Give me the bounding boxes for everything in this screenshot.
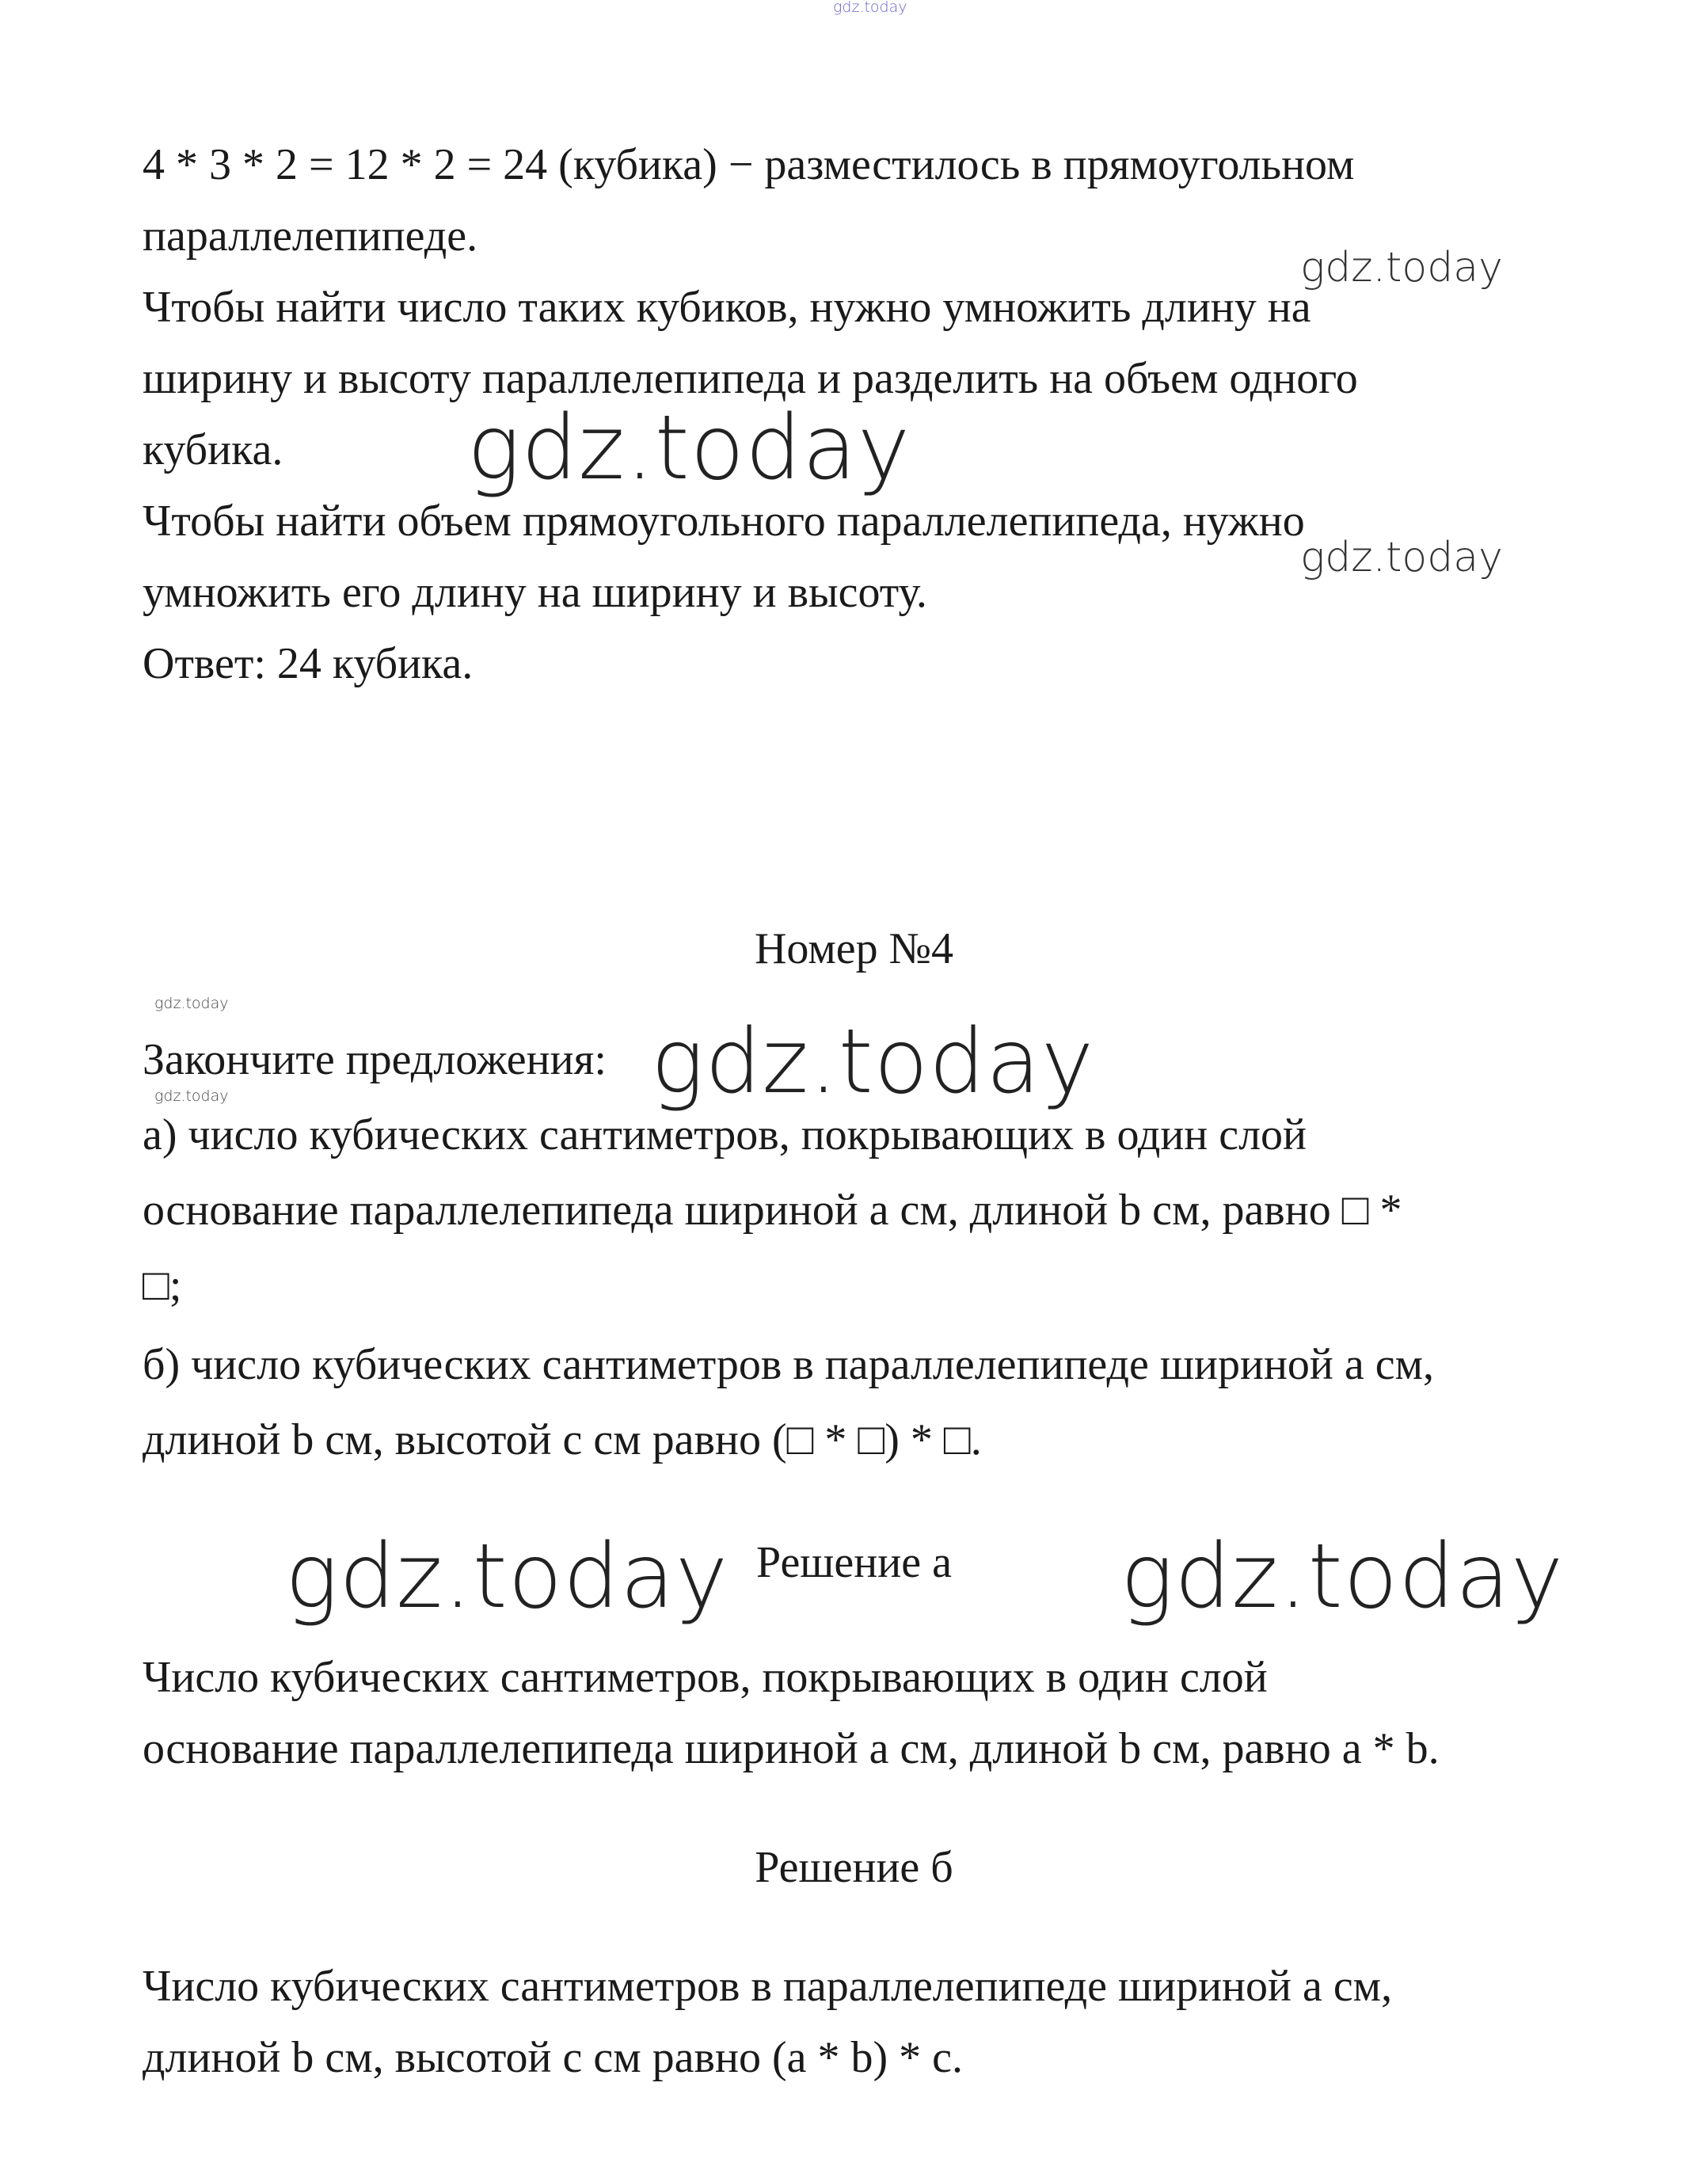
task-line-a1: а) число кубических сантиметров, покрывающих в один слой [143, 1110, 1307, 1159]
watermark-8: gdz.today [1120, 1525, 1565, 1628]
task-prompt: Закончите предложения: [143, 1035, 607, 1084]
task-title: Номер №4 [754, 924, 954, 973]
intro-line-7: умножить его длину на ширину и высоту. [143, 568, 927, 617]
intro-line-4: ширину и высоту параллелепипеда и разделить на объем одного [143, 354, 1358, 403]
watermark-top: gdz.today [833, 0, 907, 16]
watermark-6: gdz.today [154, 1087, 229, 1105]
watermark-2: gdz.today [467, 397, 911, 500]
intro-line-3: Чтобы найти число таких кубиков, нужно умножить длину на [143, 283, 1311, 332]
solution-a-line-2: основание параллелепипеда шириной a см, длиной b см, равно a * b. [143, 1724, 1440, 1773]
intro-line-1: 4 * 3 * 2 = 12 * 2 = 24 (кубика) − разместилось в прямоугольном [143, 140, 1355, 189]
watermark-4: gdz.today [154, 995, 229, 1012]
task-line-b1: б) число кубических сантиметров в параллелепипеде шириной a см, [143, 1340, 1435, 1389]
intro-line-2: параллелепипеде. [143, 211, 478, 261]
solution-b-line-2: длиной b см, высотой c см равно (a * b) * c. [143, 2033, 963, 2082]
watermark-3: gdz.today [1300, 534, 1503, 581]
task-line-a3: □; [143, 1261, 182, 1310]
solution-b-title: Решение б [755, 1843, 953, 1892]
intro-line-5: кубика. [143, 425, 283, 474]
task-line-a2: основание параллелепипеда шириной a см, длиной b см, равно □ * [143, 1186, 1402, 1235]
watermark-7: gdz.today [285, 1525, 729, 1628]
watermark-1: gdz.today [1300, 244, 1503, 291]
solution-b-line-1: Число кубических сантиметров в параллелепипеде шириной a см, [143, 1962, 1393, 2011]
answer-line: Ответ: 24 кубика. [143, 639, 474, 688]
solution-a-line-1: Число кубических сантиметров, покрывающих в один слой [143, 1653, 1268, 1702]
watermark-5: gdz.today [651, 1011, 1095, 1114]
task-line-b2: длиной b см, высотой c см равно (□ * □) * □. [143, 1415, 982, 1464]
solution-a-title: Решение а [756, 1538, 952, 1587]
intro-line-6: Чтобы найти объем прямоугольного параллелепипеда, нужно [143, 497, 1305, 546]
